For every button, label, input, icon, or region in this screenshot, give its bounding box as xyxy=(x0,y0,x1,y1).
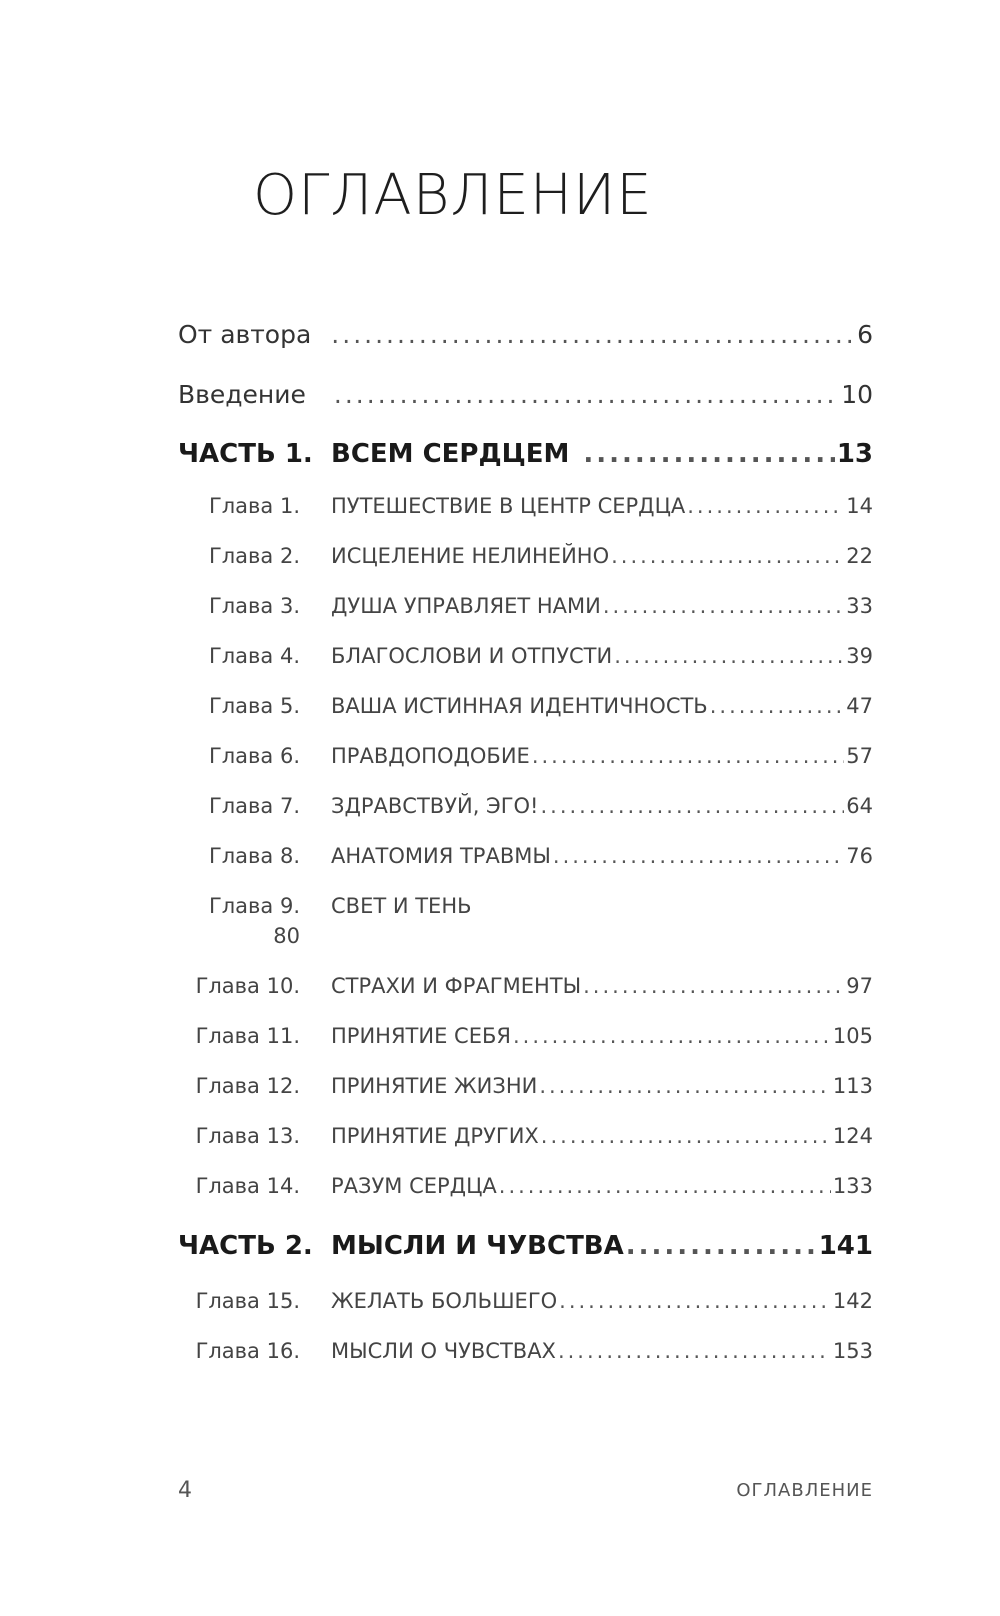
chapter-label: Глава 5. xyxy=(208,694,300,718)
dot-leader xyxy=(583,976,844,997)
dot-leader xyxy=(539,1076,831,1097)
chapter-label: Глава 13. xyxy=(195,1124,300,1148)
toc-chapter-13[interactable] xyxy=(0,1126,1000,1166)
chapter-label: Глава 15. xyxy=(195,1289,300,1313)
chapter-page: 64 xyxy=(846,794,873,818)
chapter-label: Глава 6. xyxy=(208,744,300,768)
toc-chapter-4[interactable] xyxy=(0,646,1000,686)
part-label: ЧАСТЬ 1. xyxy=(178,439,313,469)
chapter-page: 124 xyxy=(832,1124,873,1148)
chapter-label: Глава 10. xyxy=(195,974,300,998)
dot-leader xyxy=(626,1233,817,1259)
toc-chapter-3[interactable] xyxy=(0,596,1000,636)
chapter-title: БЛАГОСЛОВИ И ОТПУСТИ xyxy=(331,644,613,668)
chapter-page: 113 xyxy=(832,1074,873,1098)
chapter-title: СТРАХИ И ФРАГМЕНТЫ xyxy=(331,974,582,998)
chapter-page: 33 xyxy=(846,594,873,618)
dot-leader xyxy=(334,382,839,407)
chapter-title: МЫСЛИ О ЧУВСТВАХ xyxy=(331,1339,556,1363)
chapter-title: РАЗУМ СЕРДЦА xyxy=(331,1174,497,1198)
chapter-title: АНАТОМИЯ ТРАВМЫ xyxy=(331,844,551,868)
chapter-title: СВЕТ И ТЕНЬ xyxy=(331,894,472,918)
chapter-label: Глава 1. xyxy=(208,494,300,518)
toc-chapter-2[interactable] xyxy=(0,546,1000,586)
chapter-label: Глава 3. xyxy=(208,594,300,618)
chapter-label: Глава 11. xyxy=(195,1024,300,1048)
toc-chapter-12[interactable] xyxy=(0,1076,1000,1116)
toc-entry-title: От автора xyxy=(178,320,312,349)
dot-leader xyxy=(513,1026,831,1047)
dot-leader xyxy=(532,746,844,767)
dot-leader xyxy=(553,846,844,867)
part-label: ЧАСТЬ 2. xyxy=(178,1231,313,1261)
chapter-page: 47 xyxy=(846,694,873,718)
chapter-page: 76 xyxy=(846,844,873,868)
toc-chapter-9[interactable] xyxy=(0,896,1000,958)
chapter-label: Глава 9. xyxy=(208,894,300,918)
dot-leader xyxy=(583,441,834,467)
chapter-label: Глава 7. xyxy=(208,794,300,818)
part-page: 141 xyxy=(818,1231,873,1261)
chapter-title: ПУТЕШЕСТВИЕ В ЦЕНТР СЕРДЦА xyxy=(331,494,686,518)
toc-chapter-6[interactable] xyxy=(0,746,1000,786)
dot-leader xyxy=(614,646,844,667)
toc-entry-introduction[interactable] xyxy=(0,382,1000,422)
dot-leader xyxy=(603,596,844,617)
footer-running-title: ОГЛАВЛЕНИЕ xyxy=(736,1480,873,1501)
chapter-page: 133 xyxy=(832,1174,873,1198)
toc-chapter-5[interactable] xyxy=(0,696,1000,736)
footer-page-number: 4 xyxy=(178,1478,192,1503)
chapter-title: ЖЕЛАТЬ БОЛЬШЕГО xyxy=(331,1289,558,1313)
chapter-page: 22 xyxy=(846,544,873,568)
toc-chapter-7[interactable] xyxy=(0,796,1000,836)
dot-leader xyxy=(611,546,844,567)
chapter-page: 80 xyxy=(273,924,300,948)
toc-chapter-14[interactable] xyxy=(0,1176,1000,1216)
part-title: МЫСЛИ И ЧУВСТВА xyxy=(331,1231,624,1261)
chapter-title: ЗДРАВСТВУЙ, ЭГО! xyxy=(331,794,539,818)
dot-leader xyxy=(559,1291,831,1312)
chapter-title: ПРИНЯТИЕ СЕБЯ xyxy=(331,1024,511,1048)
chapter-page: 153 xyxy=(832,1339,873,1363)
dot-leader xyxy=(687,496,844,517)
page-title: ОГЛАВЛЕНИЕ xyxy=(253,163,653,228)
dot-leader xyxy=(710,696,845,717)
toc-entry-title: Введение xyxy=(178,380,306,409)
chapter-title: ДУША УПРАВЛЯЕТ НАМИ xyxy=(331,594,601,618)
toc-part-1[interactable] xyxy=(0,441,1000,481)
dot-leader xyxy=(499,1176,831,1197)
chapter-page: 97 xyxy=(846,974,873,998)
chapter-title: ИСЦЕЛЕНИЕ НЕЛИНЕЙНО xyxy=(331,544,610,568)
chapter-label: Глава 16. xyxy=(195,1339,300,1363)
chapter-label: Глава 12. xyxy=(195,1074,300,1098)
chapter-label: Глава 4. xyxy=(208,644,300,668)
toc-entry-page: 6 xyxy=(857,320,873,349)
toc-chapter-10[interactable] xyxy=(0,976,1000,1016)
chapter-page: 14 xyxy=(846,494,873,518)
toc-entry-page: 10 xyxy=(841,380,873,409)
chapter-page: 105 xyxy=(832,1024,873,1048)
toc-entry-from-author[interactable] xyxy=(0,322,1000,362)
dot-leader xyxy=(331,322,855,347)
part-title: ВСЕМ СЕРДЦЕМ xyxy=(331,439,570,469)
chapter-page: 142 xyxy=(832,1289,873,1313)
chapter-page: 57 xyxy=(846,744,873,768)
chapter-title: ВАША ИСТИННАЯ ИДЕНТИЧНОСТЬ xyxy=(331,694,708,718)
chapter-label: Глава 2. xyxy=(208,544,300,568)
part-page: 13 xyxy=(836,439,873,469)
toc-chapter-8[interactable] xyxy=(0,846,1000,886)
dot-leader xyxy=(541,1126,831,1147)
toc-chapter-16[interactable] xyxy=(0,1341,1000,1381)
chapter-page: 39 xyxy=(846,644,873,668)
dot-leader xyxy=(558,1341,831,1362)
chapter-title: ПРИНЯТИЕ ДРУГИХ xyxy=(331,1124,539,1148)
toc-chapter-11[interactable] xyxy=(0,1026,1000,1066)
toc-chapter-1[interactable] xyxy=(0,496,1000,536)
chapter-label: Глава 8. xyxy=(208,844,300,868)
toc-part-2[interactable] xyxy=(0,1233,1000,1273)
dot-leader xyxy=(540,796,844,817)
toc-chapter-15[interactable] xyxy=(0,1291,1000,1331)
chapter-title: ПРИНЯТИЕ ЖИЗНИ xyxy=(331,1074,538,1098)
chapter-label: Глава 14. xyxy=(195,1174,300,1198)
chapter-title: ПРАВДОПОДОБИЕ xyxy=(331,744,530,768)
